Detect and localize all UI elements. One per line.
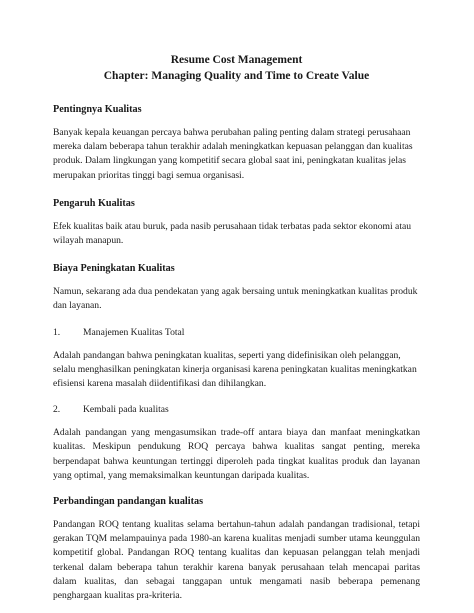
numbered-item-1 xyxy=(53,326,420,340)
section-heading-biaya-peningkatan-kualitas: Biaya Peningkatan Kualitas xyxy=(53,263,175,275)
section-paragraph-biaya-peningkatan-kualitas: Namun, sekarang ada dua pendekatan yang agak bersaing untuk meningkatkan kualitas produk dan layanan. xyxy=(53,286,418,312)
document-title: Resume Cost Management xyxy=(170,54,303,66)
section-paragraph-pengaruh-kualitas: Efek kualitas baik atau buruk, pada nasib perusahaan tidak terbatas pada sektor ekonomi atau wilayah manapun. xyxy=(53,220,412,247)
section-heading-perbandingan-pandangan-kualitas: Perbandingan pandangan kualitas xyxy=(53,496,204,508)
item-label: Kembali pada kualitas xyxy=(83,404,169,416)
section-paragraph-pentingnya-kualitas: Banyak kepala keuangan percaya bahwa perubahan paling penting dalam strategi perusahaan mereka dalam beberapa tahun terakhir adalah meningkatkan kepuasan pelanggan dan kualitas produk. Dalam lingkungan yang kompetitif secara global saat ini, peningkatan kualitas jelas merupakan prioritas tinggi bagi semua organisasi. xyxy=(53,127,413,181)
section-heading-pengaruh-kualitas: Pengaruh Kualitas xyxy=(53,197,135,209)
item-number: 2. xyxy=(53,404,61,416)
document-subtitle: Chapter: Managing Quality and Time to Create Value xyxy=(103,70,370,82)
numbered-item-2 xyxy=(53,403,420,417)
item-number: 1. xyxy=(53,326,61,338)
item-label: Manajemen Kualitas Total xyxy=(83,326,185,338)
item-1-paragraph: Adalah pandangan bahwa peningkatan kualitas, seperti yang didefinisikan oleh pelanggan, selalu menghasilkan peningkatan kinerja organisasi karena peningkatan kualitas meningkatkan efisiensi karena masalah diidentifikasi dan dihilangkan. xyxy=(53,349,417,390)
item-2-paragraph: Adalah pandangan yang mengasumsikan trade-off antara biaya dan manfaat meningkatkan kualitas. Meskipun pendukung ROQ percaya bahwa kualitas sangat penting, mereka berpendapat bahwa keuntungan tertinggi diperoleh pada tingkat kualitas produk dan layanan yang optimal, yang memaksimalkan keuntungan daripada kualitas. xyxy=(53,427,420,481)
section-heading-pentingnya-kualitas: Pentingnya Kualitas xyxy=(53,104,142,115)
section-paragraph-perbandingan-pandangan-kualitas: Pandangan ROQ tentang kualitas selama bertahun-tahun adalah pandangan tradisional, tetapi gerakan TQM melampauinya pada 1980-an karena kualitas menjadi sumber utama keunggulan kompetitif global. Pandangan ROQ tentang kualitas dan kepuasan pelanggan telah menjadi terkenal dalam beberapa tahun terakhir karena banyak perusahaan telah mencapai paritas dalam kualitas, dan sebagai tanggapan untuk mengamati nasib beberapa pemenang penghargaan kualitas pra-kriteria. xyxy=(53,519,420,602)
